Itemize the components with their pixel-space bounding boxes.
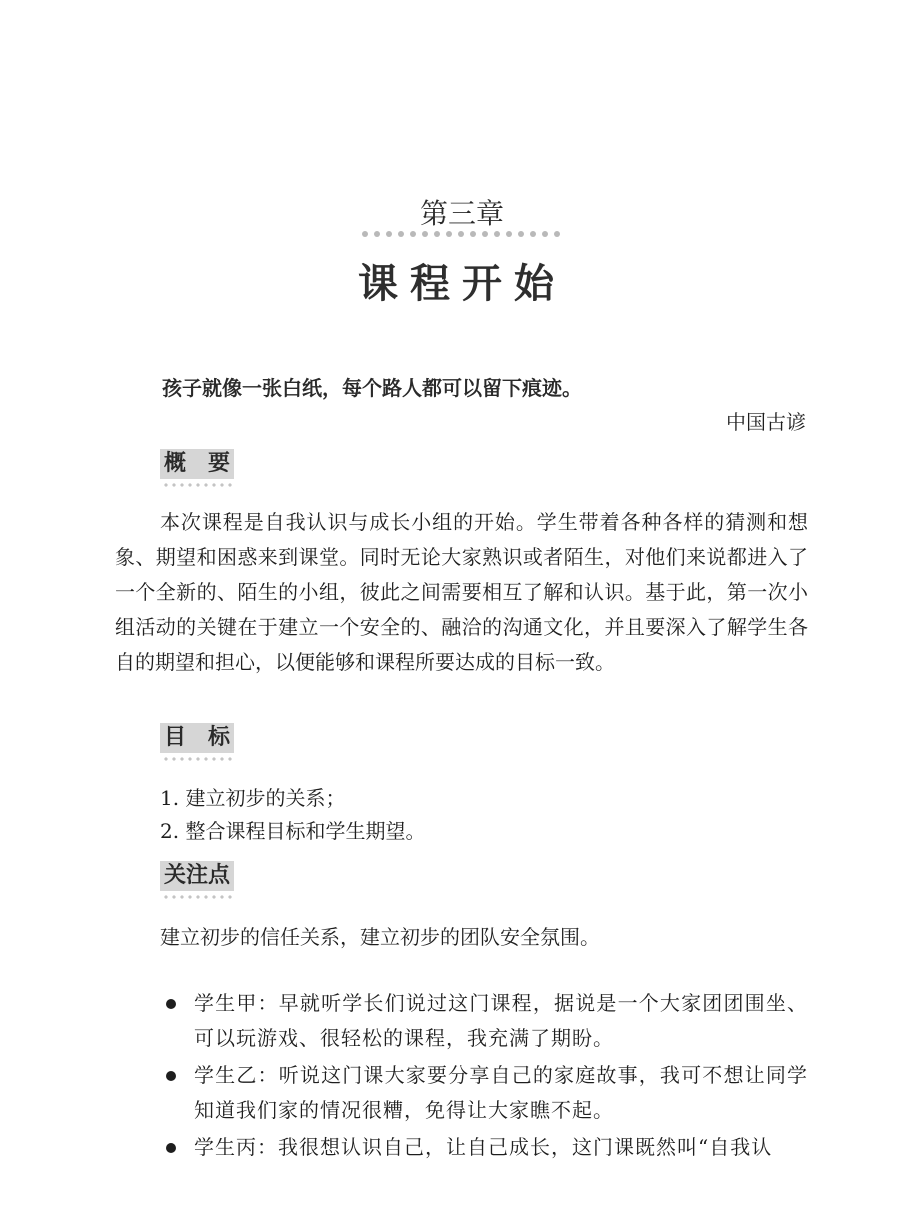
bullet-icon <box>166 1071 176 1081</box>
goal-item: 2. 整合课程目标和学生期望。 <box>160 819 426 843</box>
overview-paragraph: 本次课程是自我认识与成长小组的开始。学生带着各种各样的猜测和想象、期望和困惑来到课堂。同时无论大家熟识或者陌生，对他们来说都进入了一个全新的、陌生的小组，彼此之间需要相互了解和认识。基于此，第一次小组活动的关键在于建立一个安全的、融洽的沟通文化，并且要深入了解学生各自的期望和担心，以便能够和课程所要达成的目标一致。 <box>115 510 808 674</box>
chapter-divider <box>362 231 560 239</box>
quote-item <box>160 1058 808 1128</box>
quote-item <box>160 986 808 1056</box>
quote-text: 学生乙：听说这门课大家要分享自己的家庭故事，我可不想让同学知道我们家的情况很糟，免得让大家瞧不起。 <box>194 1063 808 1122</box>
goals-list <box>160 782 425 848</box>
bullet-icon <box>166 999 176 1009</box>
quote-text: 学生甲：早就听学长们说过这门课程，据说是一个大家团团围坐、可以玩游戏、很轻松的课程，我充满了期盼。 <box>194 991 808 1050</box>
quote-list <box>160 986 808 1167</box>
epigraph-source: 中国古谚 <box>726 410 806 434</box>
quote-text: 学生丙：我很想认识自己，让自己成长，这门课既然叫“自我认 <box>194 1135 773 1159</box>
focus-heading: 关注点 <box>160 861 234 891</box>
goals-heading: 目 标 <box>160 723 234 753</box>
chapter-title: 课程开始 <box>358 261 566 307</box>
chapter-number: 第三章 <box>419 197 504 230</box>
goal-item: 1. 建立初步的关系； <box>160 786 346 810</box>
focus-text: 建立初步的信任关系，建立初步的团队安全氛围。 <box>160 925 600 949</box>
bullet-icon <box>166 1143 176 1153</box>
overview-heading: 概 要 <box>160 449 234 479</box>
quote-item <box>160 1130 808 1165</box>
epigraph-text: 孩子就像一张白纸，每个路人都可以留下痕迹。 <box>162 376 582 400</box>
